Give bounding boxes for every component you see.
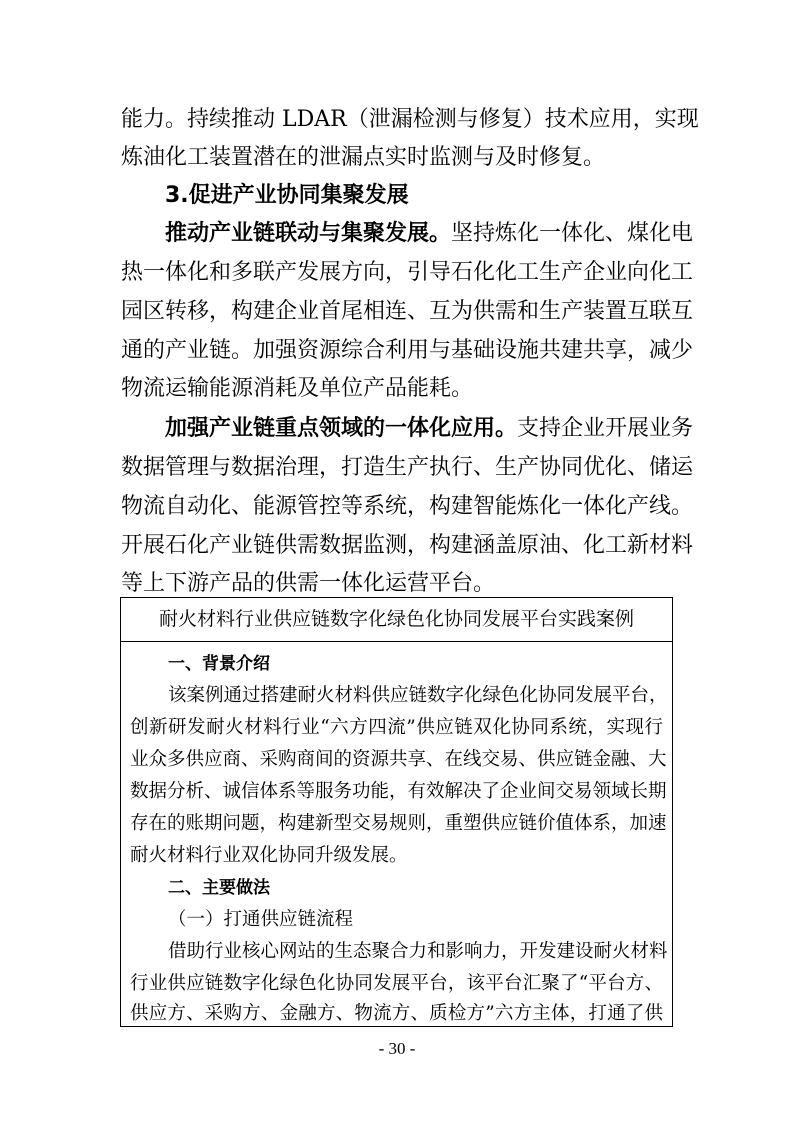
para1-lead: 推动产业链联动与集聚发展。	[165, 221, 452, 246]
case-study-box	[120, 597, 673, 1027]
para1-first-rest: 坚持炼化一体化、煤化电	[451, 221, 694, 246]
para1-line-2: 热一体化和多联产发展方向，引导石化化工生产企业向化工	[121, 260, 694, 285]
subsection-heading: （一）打通供应链流程	[168, 909, 354, 930]
para1-line-1	[165, 221, 694, 246]
practices-line-2: 行业供应链数字化绿色化协同发展平台，该平台汇聚了“平台方、	[130, 973, 663, 994]
background-line-5: 存在的账期问题，构建新型交易规则，重塑供应链价值体系，加速	[130, 813, 667, 834]
practices-line-1: 借助行业核心网站的生态聚合力和影响力，开发建设耐火材料	[168, 941, 668, 962]
background-line-4: 数据分析、诚信体系等服务功能，有效解决了企业间交易领域长期	[130, 781, 667, 802]
background-line-3: 业众多供应商、采购商间的资源共享、在线交易、供应链金融、大	[130, 749, 667, 770]
intro-line-1: 能力。持续推动 LDAR（泄漏检测与修复）技术应用，实现	[121, 107, 699, 132]
background-line-2: 创新研发耐火材料行业“六方四流”供应链双化协同系统，实现行	[130, 717, 663, 738]
practices-heading: 二、主要做法	[168, 878, 270, 898]
background-line-6: 耐火材料行业双化协同升级发展。	[130, 845, 408, 866]
para2-line-3: 物流自动化、能源管控等系统，构建智能炼化一体化产线。	[121, 494, 694, 519]
para1-line-3: 园区转移，构建企业首尾相连、互为供需和生产装置互联互	[121, 299, 694, 324]
intro-line-2: 炼油化工装置潜在的泄漏点实时监测与及时修复。	[121, 145, 606, 170]
case-title: 耐火材料行业供应链数字化绿色化协同发展平台实践案例	[158, 608, 634, 630]
para2-line-1	[165, 416, 694, 441]
para2-line-5: 等上下游产品的供需一体化运营平台。	[121, 571, 496, 596]
page-number: - 30 -	[378, 1039, 416, 1058]
background-heading: 一、背景介绍	[168, 654, 270, 674]
para2-first-rest: 支持企业开展业务	[517, 416, 694, 441]
para2-line-4: 开展石化产业链供需数据监测，构建涵盖原油、化工新材料	[121, 533, 694, 558]
para2-lead: 加强产业链重点领域的一体化应用。	[165, 416, 518, 441]
section-heading: 3.促进产业协同集聚发展	[165, 183, 409, 208]
practices-line-3: 供应方、采购方、金融方、物流方、质检方”六方主体，打通了供	[130, 1003, 663, 1024]
background-line-1: 该案例通过搭建耐火材料供应链数字化绿色化协同发展平台，	[168, 685, 668, 706]
para1-line-4: 通的产业链。加强资源综合利用与基础设施共建共享，减少	[121, 338, 694, 363]
case-title-row	[121, 598, 672, 642]
para1-line-5: 物流运输能源消耗及单位产品能耗。	[121, 376, 474, 401]
para2-line-2: 数据管理与数据治理，打造生产执行、生产协同优化、储运	[121, 455, 694, 480]
